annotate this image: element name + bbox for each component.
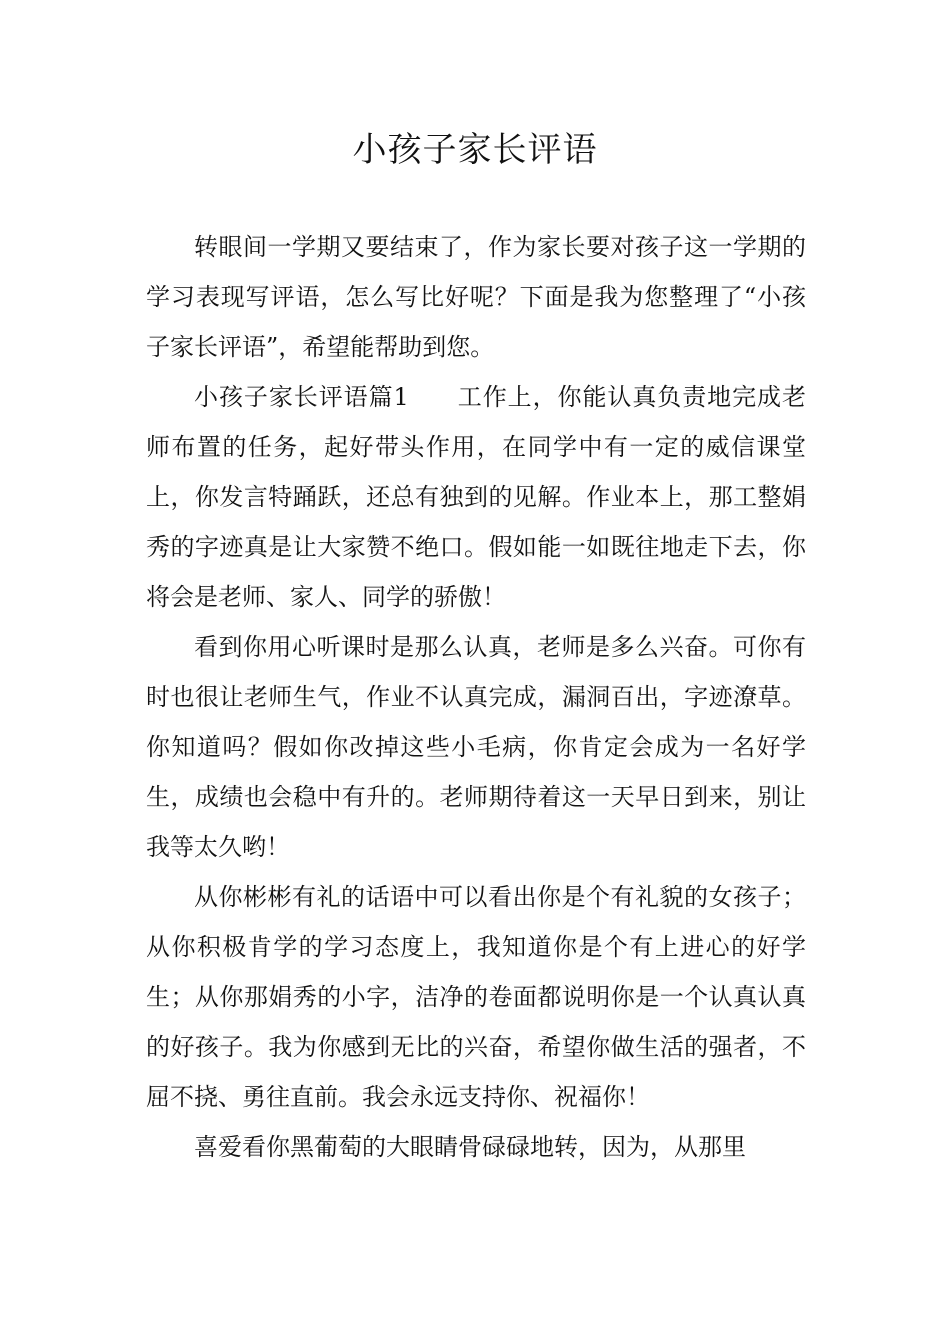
paragraph-2: 看到你用心听课时是那么认真，老师是多么兴奋。可你有时也很让老师生气，作业不认真完成，漏洞百出，字迹潦草。你知道吗？假如你改掉这些小毛病，你肯定会成为一名好学生，成绩也会稳中有升的。老师期待着这一天早日到来，别让我等太久哟！ xyxy=(146,633,806,861)
document-body xyxy=(146,222,806,1172)
intro-paragraph: 转眼间一学期又要结束了，作为家长要对孩子这一学期的学习表现写评语，怎么写比好呢？下面是我为您整理了“小孩子家长评语”，希望能帮助到您。 xyxy=(146,233,806,361)
section-heading: 小孩子家长评语篇1 xyxy=(194,383,409,411)
paragraph-4: 喜爱看你黑葡萄的大眼睛骨碌碌地转，因为，从那里 xyxy=(194,1133,746,1161)
page-title: 小孩子家长评语 xyxy=(352,130,598,170)
paragraph-1-text: 工作上，你能认真负责地完成老师布置的任务，起好带头作用，在同学中有一定的威信课堂上，你发言特踊跃，还总有独到的见解。作业本上，那工整娟秀的字迹真是让大家赞不绝口。假如能一如既往地走下去，你将会是老师、家人、同学的骄傲！ xyxy=(146,383,806,611)
section-paragraph xyxy=(146,372,806,622)
paragraph-3: 从你彬彬有礼的话语中可以看出你是个有礼貌的女孩子；从你积极肯学的学习态度上，我知道你是个有上进心的好学生；从你那娟秀的小字，洁净的卷面都说明你是一个认真认真的好孩子。我为你感到无比的兴奋，希望你做生活的强者，不屈不挠、勇往直前。我会永远支持你、祝福你！ xyxy=(146,883,806,1111)
